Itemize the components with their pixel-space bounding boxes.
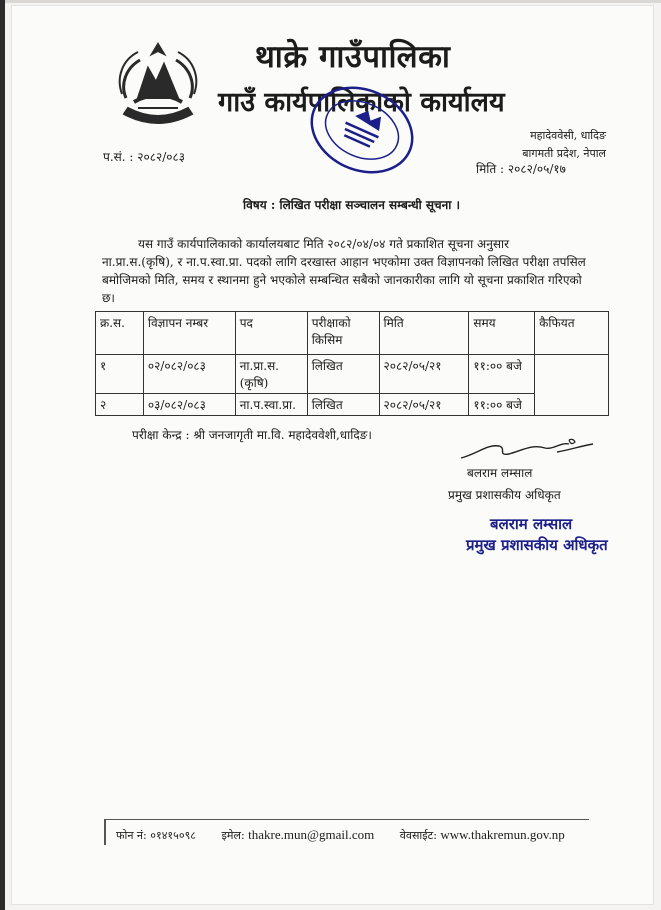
issue-date: मिति : २०८२/०५/१७ [476, 162, 566, 176]
cell-post: ना.प्रा.स.(कृषि) [235, 355, 307, 394]
email-label: इमेल: [221, 829, 245, 842]
notice-subject: विषय : लिखित परीक्षा सञ्चालन सम्बन्धी सूचना । [243, 198, 461, 212]
nepal-emblem-icon [108, 38, 208, 130]
table-header-row [96, 312, 609, 355]
office-stamp-icon [306, 84, 418, 176]
office-address [522, 127, 606, 163]
officer-name: बलराम लम्साल [467, 466, 533, 480]
body-line-4: छ। [102, 291, 115, 305]
table-row [96, 355, 609, 394]
cell-time: ११:०० बजे [469, 355, 535, 394]
exam-schedule-table [95, 311, 609, 416]
website-url: www.thakremun.gov.np [440, 827, 565, 842]
cell-exam-type: लिखित [307, 355, 379, 394]
cell-sn: १ [96, 355, 144, 394]
cell-ad-number: ०३/०८२/०८३ [143, 394, 235, 416]
footer-contact [116, 827, 565, 843]
scan-top-edge [0, 0, 661, 3]
body-line-3: बमोजिमको मिति, समय र स्थानमा हुने भएकोले सम्बन्धित सबैको जानकारीका लागि यो सूचना प्रकाशित गरिएको [102, 273, 582, 287]
office-title: गाउँ कार्यपालिकाको कार्यालय [218, 87, 505, 118]
col-header-sn: क्र.स. [96, 312, 144, 355]
address-line-2: बागमती प्रदेश, नेपाल [522, 147, 606, 160]
cell-exam-type: लिखित [307, 394, 379, 416]
col-header-exam-type: परीक्षाको किसिम [307, 312, 379, 355]
phone-number: ०१४१५०९८ [150, 829, 197, 842]
municipality-title: थाक्रे गाउँपालिका [255, 39, 451, 75]
col-header-post: पद [235, 312, 307, 355]
col-header-date: मिति [379, 312, 469, 355]
address-line-1: महादेववेसी, धादिङ [530, 129, 606, 142]
cell-time: ११:०० बजे [469, 394, 535, 416]
footer-divider [104, 819, 589, 820]
scan-left-edge [0, 0, 5, 910]
col-header-remarks: कैफियत [535, 312, 609, 355]
stamp-officer-post: प्रमुख प्रशासकीय अधिकृत [466, 536, 608, 554]
cell-date: २०८२/०५/२१ [379, 394, 469, 416]
cell-sn: २ [96, 394, 144, 416]
cell-date: २०८२/०५/२१ [379, 355, 469, 394]
cell-ad-number: ०२/०८२/०८३ [143, 355, 235, 394]
cell-post: ना.प.स्वा.प्रा. [235, 394, 307, 416]
phone-label: फोन नं: [116, 829, 147, 842]
table-row [96, 394, 609, 416]
notice-body [102, 235, 612, 307]
cell-remarks [535, 355, 609, 416]
footer-bar [104, 819, 106, 845]
handwritten-signature-icon [457, 436, 597, 462]
body-line-2: ना.प्रा.स.(कृषि), र ना.प.स्वा.प्रा. पदको लागि दरखास्त आहान भएकोमा उक्त विज्ञापनको लिखित परीक्षा तपसिल [102, 255, 586, 269]
col-header-ad-number: विज्ञापन नम्बर [143, 312, 235, 355]
email-address: thakre.mun@gmail.com [248, 827, 375, 842]
reference-number: प.सं. : २०८२/०८३ [103, 150, 185, 164]
col-header-time: समय [469, 312, 535, 355]
officer-post: प्रमुख प्रशासकीय अधिकृत [448, 488, 561, 502]
exam-center: परीक्षा केन्द्र : श्री जनजागृती मा.वि. महादेववेशी,धादिङ। [132, 428, 372, 442]
website-label: वेवसाईट: [399, 829, 437, 842]
body-line-1: यस गाउँ कार्यपालिकाको कार्यालयबाट मिति २०८२/०४/०४ गते प्रकाशित सूचना अनुसार [138, 237, 509, 251]
stamp-officer-name: बलराम लम्साल [490, 515, 573, 533]
